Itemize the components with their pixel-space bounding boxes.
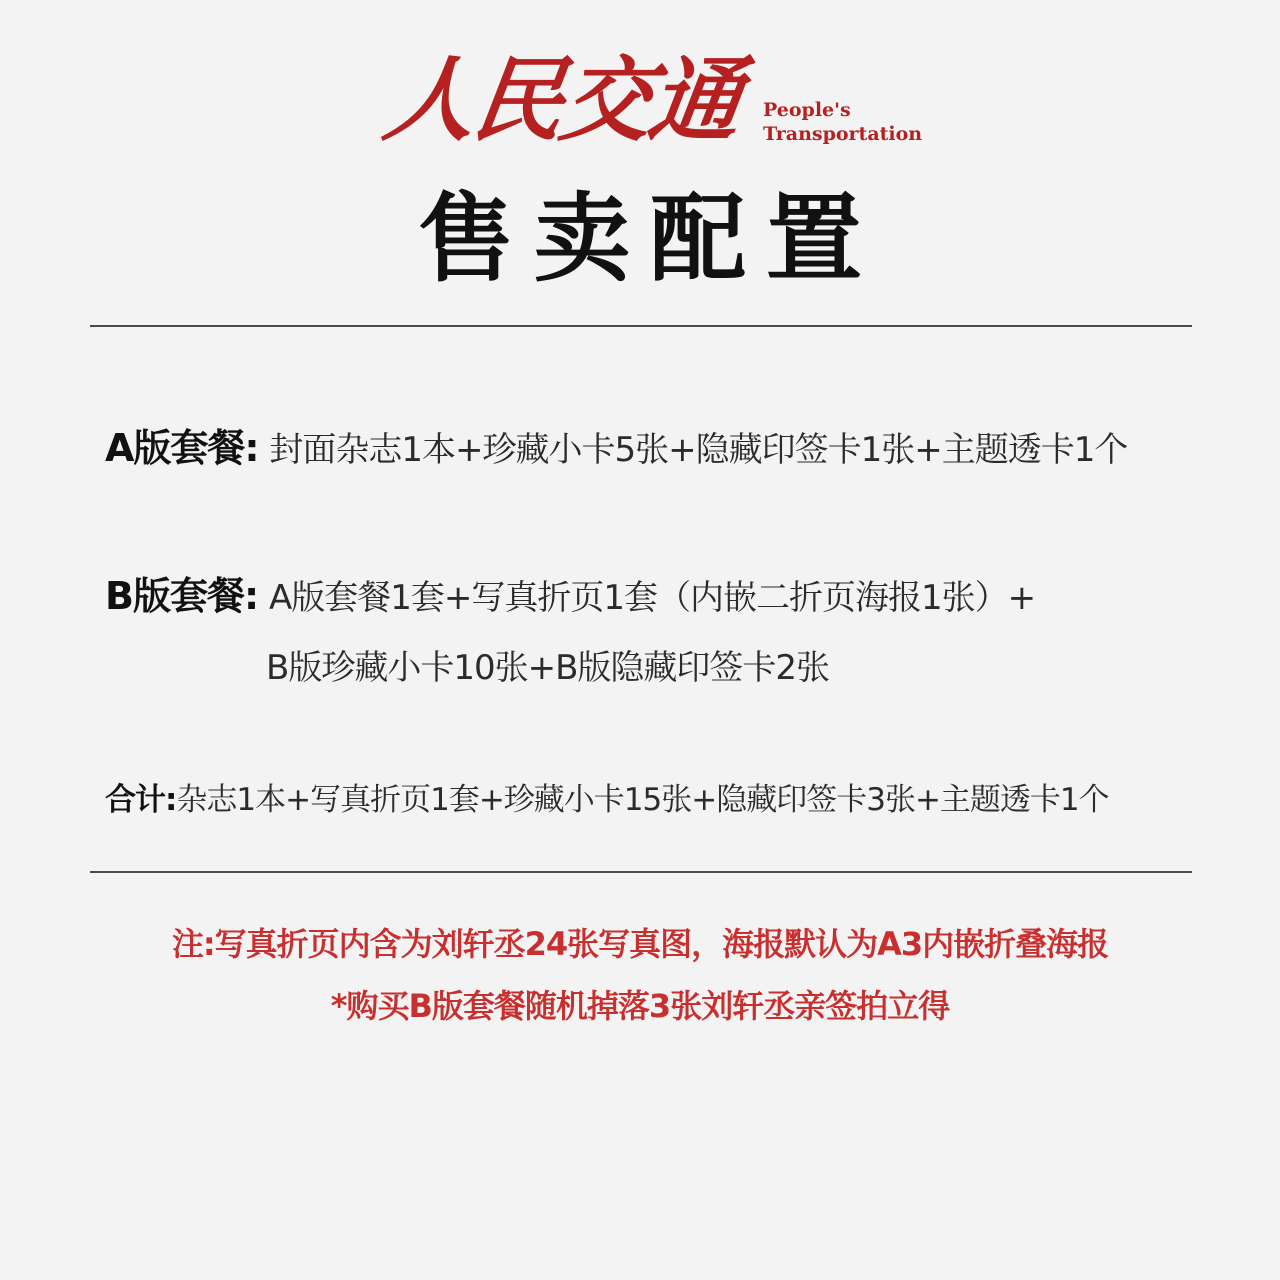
note-signed-polaroid: *购买B版套餐随机掉落3张刘轩丞亲签拍立得: [330, 987, 950, 1025]
bottom-divider: [90, 871, 1192, 873]
brand-logo-english: [763, 98, 922, 146]
package-a-row: [105, 426, 1127, 472]
package-b-content-line1: A版套餐1套+写真折页1套（内嵌二折页海报1张）+: [268, 578, 1036, 618]
top-divider: [90, 325, 1192, 327]
page-title: 售卖配置: [418, 183, 882, 295]
package-b-content-line2: B版珍藏小卡10张+B版隐藏印签卡2张: [266, 648, 830, 688]
note-poster: 注:写真折页内含为刘轩丞24张写真图，海报默认为A3内嵌折叠海报: [171, 925, 1109, 963]
brand-logo: [378, 30, 923, 155]
package-a-label: A版套餐:: [105, 426, 259, 470]
total-row: [105, 778, 1109, 822]
total-content: 杂志1本+写真折页1套+珍藏小卡15张+隐藏印签卡3张+主题透卡1个: [176, 782, 1109, 818]
package-a-content: 封面杂志1本+珍藏小卡5张+隐藏印签卡1张+主题透卡1个: [269, 430, 1128, 470]
package-b-row: [105, 574, 1035, 620]
brand-logo-english-line2: Transportation: [763, 123, 923, 145]
brand-logo-chinese: 人民交通: [378, 46, 747, 154]
package-b-label: B版套餐:: [105, 574, 259, 618]
brand-logo-english-line1: People's: [763, 99, 851, 121]
total-label: 合计:: [105, 782, 177, 818]
